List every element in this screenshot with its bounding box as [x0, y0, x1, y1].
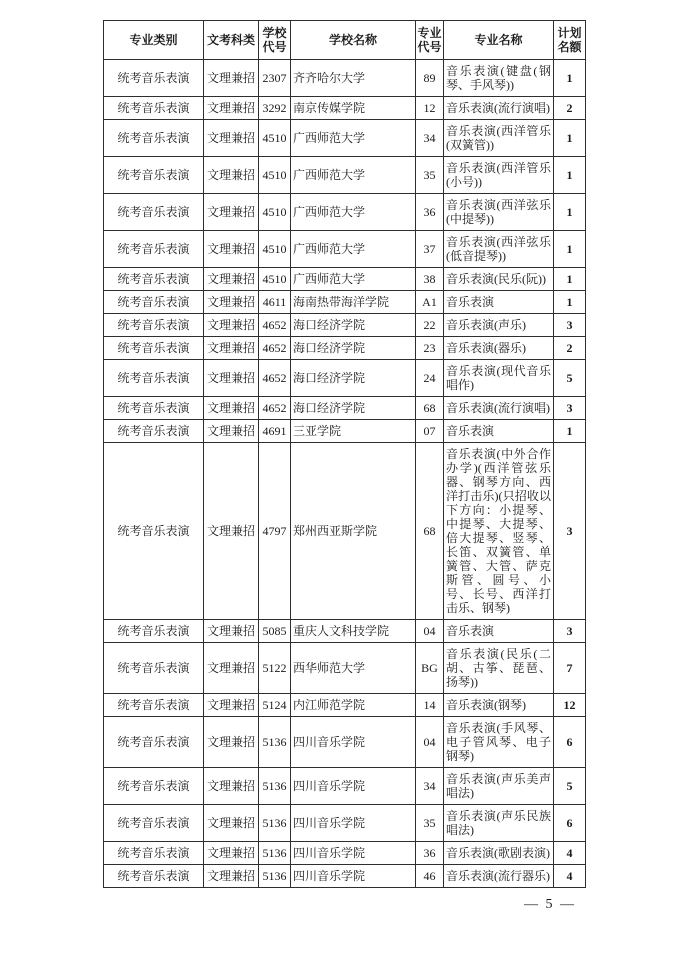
- quota-cell: 1: [554, 291, 586, 314]
- school-code-cell: 5136: [259, 768, 291, 805]
- school-code-cell: 4510: [259, 194, 291, 231]
- exam-category-cell: 文理兼招: [204, 620, 259, 643]
- exam-category-cell: 文理兼招: [204, 694, 259, 717]
- major-name-cell: 音乐表演(西洋弦乐(低音提琴)): [444, 231, 554, 268]
- school-name-cell: 重庆人文科技学院: [291, 620, 416, 643]
- school-name-cell: 广西师范大学: [291, 268, 416, 291]
- table-row: [104, 643, 586, 694]
- school-name-cell: 齐齐哈尔大学: [291, 60, 416, 97]
- column-header-school-name: 学校名称: [291, 21, 416, 60]
- major-name-cell: 音乐表演(声乐美声唱法): [444, 768, 554, 805]
- school-name-cell: 广西师范大学: [291, 231, 416, 268]
- school-code-cell: 5122: [259, 643, 291, 694]
- major-code-cell: 36: [416, 194, 444, 231]
- major-category-cell: 统考音乐表演: [104, 717, 204, 768]
- table-row: [104, 717, 586, 768]
- quota-cell: 7: [554, 643, 586, 694]
- major-category-cell: 统考音乐表演: [104, 397, 204, 420]
- school-name-cell: 郑州西亚斯学院: [291, 443, 416, 620]
- major-category-cell: 统考音乐表演: [104, 643, 204, 694]
- major-category-cell: 统考音乐表演: [104, 443, 204, 620]
- exam-category-cell: 文理兼招: [204, 314, 259, 337]
- page-number-text: — 5 —: [524, 897, 576, 912]
- exam-category-cell: 文理兼招: [204, 397, 259, 420]
- quota-cell: 1: [554, 420, 586, 443]
- major-name-cell: 音乐表演(流行演唱): [444, 97, 554, 120]
- table-row: [104, 865, 586, 888]
- major-name-cell: 音乐表演: [444, 420, 554, 443]
- quota-cell: 3: [554, 620, 586, 643]
- major-code-cell: 36: [416, 842, 444, 865]
- major-name-cell: 音乐表演(民乐(阮)): [444, 268, 554, 291]
- major-code-cell: 35: [416, 805, 444, 842]
- quota-cell: 1: [554, 194, 586, 231]
- quota-cell: 1: [554, 60, 586, 97]
- school-name-cell: 四川音乐学院: [291, 768, 416, 805]
- major-code-cell: 89: [416, 60, 444, 97]
- major-code-cell: 37: [416, 231, 444, 268]
- exam-category-cell: 文理兼招: [204, 842, 259, 865]
- table-row: [104, 420, 586, 443]
- major-name-cell: 音乐表演(键盘(钢琴、手风琴)): [444, 60, 554, 97]
- table-header-row: [104, 21, 586, 60]
- exam-category-cell: 文理兼招: [204, 420, 259, 443]
- exam-category-cell: 文理兼招: [204, 337, 259, 360]
- school-name-cell: 四川音乐学院: [291, 717, 416, 768]
- table-row: [104, 60, 586, 97]
- school-code-cell: 5136: [259, 717, 291, 768]
- major-category-cell: 统考音乐表演: [104, 768, 204, 805]
- major-name-cell: 音乐表演(钢琴): [444, 694, 554, 717]
- school-code-cell: 4652: [259, 314, 291, 337]
- school-code-cell: 4611: [259, 291, 291, 314]
- school-code-cell: 4510: [259, 120, 291, 157]
- admissions-plan-table: [103, 20, 586, 888]
- exam-category-cell: 文理兼招: [204, 60, 259, 97]
- quota-cell: 5: [554, 768, 586, 805]
- table-row: [104, 620, 586, 643]
- major-name-cell: 音乐表演(手风琴、电子管风琴、电子钢琴): [444, 717, 554, 768]
- quota-cell: 12: [554, 694, 586, 717]
- major-name-cell: 音乐表演(歌剧表演): [444, 842, 554, 865]
- exam-category-cell: 文理兼招: [204, 194, 259, 231]
- major-code-cell: BG: [416, 643, 444, 694]
- quota-cell: 6: [554, 805, 586, 842]
- column-header-major-name: 专业名称: [444, 21, 554, 60]
- quota-cell: 1: [554, 231, 586, 268]
- major-code-cell: 04: [416, 717, 444, 768]
- school-name-cell: 海口经济学院: [291, 397, 416, 420]
- table-body: [104, 60, 586, 888]
- table-row: [104, 268, 586, 291]
- school-name-cell: 海口经济学院: [291, 337, 416, 360]
- school-name-cell: 三亚学院: [291, 420, 416, 443]
- table-row: [104, 194, 586, 231]
- table-row: [104, 397, 586, 420]
- major-code-cell: 34: [416, 768, 444, 805]
- major-category-cell: 统考音乐表演: [104, 60, 204, 97]
- school-name-cell: 海口经济学院: [291, 314, 416, 337]
- major-code-cell: 35: [416, 157, 444, 194]
- school-code-cell: 4652: [259, 337, 291, 360]
- school-name-cell: 西华师范大学: [291, 643, 416, 694]
- school-name-cell: 海口经济学院: [291, 360, 416, 397]
- quota-cell: 3: [554, 443, 586, 620]
- school-name-cell: 四川音乐学院: [291, 865, 416, 888]
- school-code-cell: 5085: [259, 620, 291, 643]
- school-code-cell: 5136: [259, 805, 291, 842]
- school-code-cell: 5124: [259, 694, 291, 717]
- table-row: [104, 805, 586, 842]
- major-category-cell: 统考音乐表演: [104, 360, 204, 397]
- exam-category-cell: 文理兼招: [204, 157, 259, 194]
- major-name-cell: 音乐表演(现代音乐唱作): [444, 360, 554, 397]
- major-name-cell: 音乐表演: [444, 291, 554, 314]
- major-code-cell: 22: [416, 314, 444, 337]
- school-name-cell: 广西师范大学: [291, 157, 416, 194]
- major-category-cell: 统考音乐表演: [104, 120, 204, 157]
- table-row: [104, 97, 586, 120]
- page-number: [524, 897, 576, 913]
- exam-category-cell: 文理兼招: [204, 291, 259, 314]
- major-code-cell: 68: [416, 397, 444, 420]
- major-category-cell: 统考音乐表演: [104, 842, 204, 865]
- major-category-cell: 统考音乐表演: [104, 805, 204, 842]
- table-row: [104, 360, 586, 397]
- major-category-cell: 统考音乐表演: [104, 231, 204, 268]
- major-category-cell: 统考音乐表演: [104, 314, 204, 337]
- quota-cell: 6: [554, 717, 586, 768]
- quota-cell: 4: [554, 842, 586, 865]
- exam-category-cell: 文理兼招: [204, 443, 259, 620]
- exam-category-cell: 文理兼招: [204, 643, 259, 694]
- table-row: [104, 768, 586, 805]
- major-code-cell: 04: [416, 620, 444, 643]
- table-row: [104, 694, 586, 717]
- table-row: [104, 337, 586, 360]
- major-code-cell: A1: [416, 291, 444, 314]
- school-code-cell: 4652: [259, 397, 291, 420]
- quota-cell: 3: [554, 314, 586, 337]
- school-code-cell: 4510: [259, 268, 291, 291]
- major-category-cell: 统考音乐表演: [104, 194, 204, 231]
- major-category-cell: 统考音乐表演: [104, 420, 204, 443]
- quota-cell: 2: [554, 337, 586, 360]
- exam-category-cell: 文理兼招: [204, 231, 259, 268]
- major-code-cell: 07: [416, 420, 444, 443]
- column-header-school-code: 学校代号: [259, 21, 291, 60]
- major-category-cell: 统考音乐表演: [104, 157, 204, 194]
- major-name-cell: 音乐表演(西洋弦乐(中提琴)): [444, 194, 554, 231]
- major-name-cell: 音乐表演(民乐(二胡、古筝、琵琶、扬琴)): [444, 643, 554, 694]
- exam-category-cell: 文理兼招: [204, 97, 259, 120]
- school-code-cell: 2307: [259, 60, 291, 97]
- quota-cell: 5: [554, 360, 586, 397]
- column-header-major-code: 专业代号: [416, 21, 444, 60]
- major-category-cell: 统考音乐表演: [104, 291, 204, 314]
- school-name-cell: 广西师范大学: [291, 194, 416, 231]
- major-name-cell: 音乐表演(西洋管乐(双簧管)): [444, 120, 554, 157]
- table-row: [104, 157, 586, 194]
- column-header-exam-category: 文考科类: [204, 21, 259, 60]
- school-code-cell: 3292: [259, 97, 291, 120]
- major-code-cell: 12: [416, 97, 444, 120]
- major-name-cell: 音乐表演(声乐民族唱法): [444, 805, 554, 842]
- quota-cell: 3: [554, 397, 586, 420]
- table-row: [104, 231, 586, 268]
- major-category-cell: 统考音乐表演: [104, 694, 204, 717]
- quota-cell: 1: [554, 157, 586, 194]
- major-code-cell: 38: [416, 268, 444, 291]
- major-name-cell: 音乐表演(器乐): [444, 337, 554, 360]
- exam-category-cell: 文理兼招: [204, 805, 259, 842]
- major-name-cell: 音乐表演(声乐): [444, 314, 554, 337]
- school-name-cell: 内江师范学院: [291, 694, 416, 717]
- school-code-cell: 4510: [259, 231, 291, 268]
- school-code-cell: 5136: [259, 842, 291, 865]
- exam-category-cell: 文理兼招: [204, 268, 259, 291]
- exam-category-cell: 文理兼招: [204, 360, 259, 397]
- table-row: [104, 842, 586, 865]
- exam-category-cell: 文理兼招: [204, 120, 259, 157]
- exam-category-cell: 文理兼招: [204, 717, 259, 768]
- school-code-cell: 4691: [259, 420, 291, 443]
- major-name-cell: 音乐表演(流行器乐): [444, 865, 554, 888]
- school-name-cell: 海南热带海洋学院: [291, 291, 416, 314]
- quota-cell: 1: [554, 268, 586, 291]
- school-code-cell: 4797: [259, 443, 291, 620]
- table-row: [104, 443, 586, 620]
- major-category-cell: 统考音乐表演: [104, 97, 204, 120]
- school-name-cell: 南京传媒学院: [291, 97, 416, 120]
- exam-category-cell: 文理兼招: [204, 768, 259, 805]
- major-code-cell: 24: [416, 360, 444, 397]
- major-code-cell: 14: [416, 694, 444, 717]
- school-name-cell: 四川音乐学院: [291, 842, 416, 865]
- major-name-cell: 音乐表演(中外合作办学)(西洋管弦乐器、钢琴方向、西洋打击乐)(只招收以下方向：小提琴、中提琴、大提琴、倍大提琴、竖琴、长笛、双簧管、单簧管、大管、萨克斯管、圆号、小号、长号、西洋打击乐、钢琴): [444, 443, 554, 620]
- column-header-major-category: 专业类别: [104, 21, 204, 60]
- school-name-cell: 四川音乐学院: [291, 805, 416, 842]
- major-name-cell: 音乐表演: [444, 620, 554, 643]
- major-code-cell: 46: [416, 865, 444, 888]
- column-header-planned-quota: 计划名额: [554, 21, 586, 60]
- school-code-cell: 4652: [259, 360, 291, 397]
- major-name-cell: 音乐表演(流行演唱): [444, 397, 554, 420]
- table-row: [104, 291, 586, 314]
- quota-cell: 2: [554, 97, 586, 120]
- school-code-cell: 5136: [259, 865, 291, 888]
- school-name-cell: 广西师范大学: [291, 120, 416, 157]
- major-category-cell: 统考音乐表演: [104, 337, 204, 360]
- major-category-cell: 统考音乐表演: [104, 268, 204, 291]
- table-row: [104, 314, 586, 337]
- quota-cell: 4: [554, 865, 586, 888]
- school-code-cell: 4510: [259, 157, 291, 194]
- quota-cell: 1: [554, 120, 586, 157]
- major-code-cell: 34: [416, 120, 444, 157]
- major-category-cell: 统考音乐表演: [104, 620, 204, 643]
- major-code-cell: 23: [416, 337, 444, 360]
- major-code-cell: 68: [416, 443, 444, 620]
- exam-category-cell: 文理兼招: [204, 865, 259, 888]
- table-row: [104, 120, 586, 157]
- major-category-cell: 统考音乐表演: [104, 865, 204, 888]
- major-name-cell: 音乐表演(西洋管乐(小号)): [444, 157, 554, 194]
